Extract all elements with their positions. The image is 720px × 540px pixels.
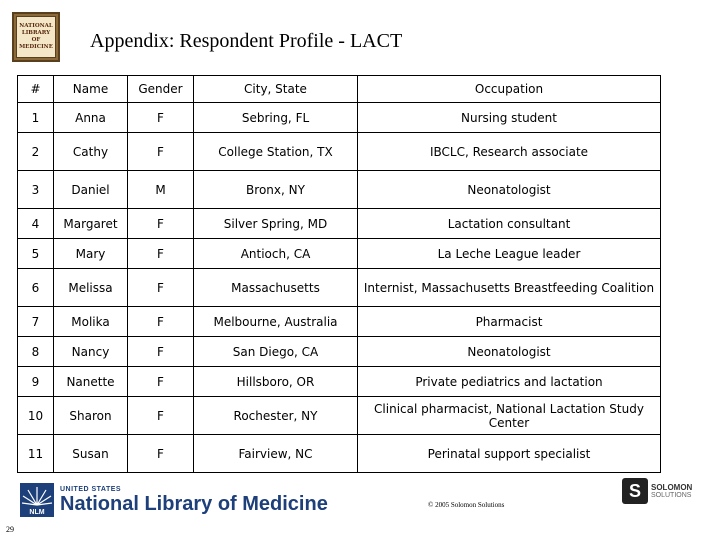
cell-occupation: IBCLC, Research associate	[358, 133, 661, 171]
cell-name: Margaret	[54, 209, 128, 239]
nlm-seal-logo	[12, 12, 60, 62]
cell-occupation: Internist, Massachusetts Breastfeeding Coalition	[358, 269, 661, 307]
cell-number: 2	[18, 133, 54, 171]
table-row	[18, 307, 661, 337]
solomon-wordmark	[651, 483, 692, 499]
table-row	[18, 171, 661, 209]
cell-occupation: Perinatal support specialist	[358, 435, 661, 473]
cell-number: 6	[18, 269, 54, 307]
cell-number: 7	[18, 307, 54, 337]
table-row	[18, 133, 661, 171]
cell-city-state: Hillsboro, OR	[194, 367, 358, 397]
cell-city-state: Bronx, NY	[194, 171, 358, 209]
cell-city-state: Sebring, FL	[194, 103, 358, 133]
cell-occupation: La Leche League leader	[358, 239, 661, 269]
solomon-logo	[622, 476, 714, 506]
cell-city-state: Antioch, CA	[194, 239, 358, 269]
cell-gender: F	[128, 133, 194, 171]
table-row	[18, 103, 661, 133]
cell-name: Nancy	[54, 337, 128, 367]
cell-city-state: Melbourne, Australia	[194, 307, 358, 337]
cell-number: 11	[18, 435, 54, 473]
cell-number: 10	[18, 397, 54, 435]
nlm-seal-text	[16, 16, 56, 58]
cell-gender: M	[128, 171, 194, 209]
seal-line: NATIONAL	[19, 23, 53, 29]
cell-number: 8	[18, 337, 54, 367]
nlm-name-label: National Library of Medicine	[60, 492, 328, 515]
cell-number: 5	[18, 239, 54, 269]
cell-name: Daniel	[54, 171, 128, 209]
cell-occupation: Private pediatrics and lactation	[358, 367, 661, 397]
page-title: Appendix: Respondent Profile - LACT	[90, 30, 403, 52]
seal-line: OF	[31, 37, 41, 43]
cell-gender: F	[128, 397, 194, 435]
header-occupation: Occupation	[358, 76, 661, 103]
cell-name: Cathy	[54, 133, 128, 171]
cell-city-state: Massachusetts	[194, 269, 358, 307]
cell-city-state: Rochester, NY	[194, 397, 358, 435]
solomon-line-1: SOLOMON	[651, 483, 693, 492]
cell-gender: F	[128, 337, 194, 367]
cell-number: 3	[18, 171, 54, 209]
cell-occupation: Lactation consultant	[358, 209, 661, 239]
cell-gender: F	[128, 307, 194, 337]
cell-name: Nanette	[54, 367, 128, 397]
respondent-table	[17, 75, 661, 473]
solomon-line-2: SOLUTIONS	[651, 492, 692, 499]
cell-occupation: Clinical pharmacist, National Lactation Study Center	[358, 397, 661, 435]
header-gender: Gender	[128, 76, 194, 103]
table-row	[18, 435, 661, 473]
solomon-s-icon: S	[622, 478, 648, 504]
cell-city-state: Silver Spring, MD	[194, 209, 358, 239]
table-header-row	[18, 76, 661, 103]
header-number: #	[18, 76, 54, 103]
cell-name: Mary	[54, 239, 128, 269]
cell-name: Susan	[54, 435, 128, 473]
nlm-badge-text: NLM	[29, 509, 45, 516]
cell-city-state: San Diego, CA	[194, 337, 358, 367]
cell-number: 1	[18, 103, 54, 133]
cell-gender: F	[128, 269, 194, 307]
cell-number: 9	[18, 367, 54, 397]
page-number: 29	[6, 525, 14, 534]
nlm-country-label: UNITED STATES	[60, 485, 122, 493]
cell-city-state: College Station, TX	[194, 133, 358, 171]
cell-gender: F	[128, 367, 194, 397]
seal-line: LIBRARY	[21, 30, 51, 36]
nlm-burst-icon	[20, 483, 54, 517]
cell-occupation: Nursing student	[358, 103, 661, 133]
cell-occupation: Pharmacist	[358, 307, 661, 337]
cell-occupation: Neonatologist	[358, 337, 661, 367]
cell-name: Melissa	[54, 269, 128, 307]
cell-name: Sharon	[54, 397, 128, 435]
copyright-notice: © 2005 Solomon Solutions	[428, 501, 505, 509]
nlm-wordmark	[60, 486, 328, 515]
cell-occupation: Neonatologist	[358, 171, 661, 209]
table-row	[18, 397, 661, 435]
cell-gender: F	[128, 103, 194, 133]
header-city-state: City, State	[194, 76, 358, 103]
table-row	[18, 337, 661, 367]
table-row	[18, 239, 661, 269]
cell-gender: F	[128, 209, 194, 239]
table-row	[18, 269, 661, 307]
nlm-footer-logo	[20, 480, 350, 520]
cell-number: 4	[18, 209, 54, 239]
cell-gender: F	[128, 435, 194, 473]
cell-name: Molika	[54, 307, 128, 337]
seal-line: MEDICINE	[19, 44, 53, 50]
header-name: Name	[54, 76, 128, 103]
cell-gender: F	[128, 239, 194, 269]
table-row	[18, 367, 661, 397]
cell-city-state: Fairview, NC	[194, 435, 358, 473]
table-row	[18, 209, 661, 239]
cell-name: Anna	[54, 103, 128, 133]
